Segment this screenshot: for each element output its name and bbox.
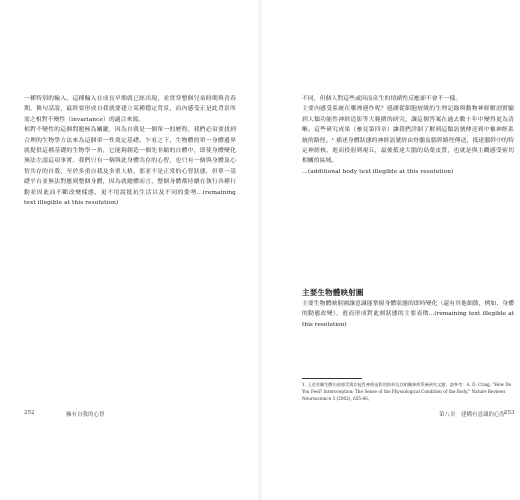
left-running-title: 擁有自我的心智 — [66, 412, 105, 418]
left-body-text — [24, 94, 236, 208]
right-chapter-label: 第八章 建構有意識的心智 — [439, 412, 506, 418]
right-body-text — [302, 94, 514, 177]
section-paragraph: 主要生物體映射圖讓意識能掌握身體狀態的即時變化（還有其他細節，例如，身體的動態改變），進而形成對此刻狀態的主要表徵...(remaining text illegible at this resolution) — [302, 301, 514, 328]
right-paragraph-1: 不同，但個人對這些或因而產生的情緒性反應卻不會不一樣。 — [302, 96, 462, 102]
right-page — [262, 0, 520, 500]
footnote: 1. 上述有關生體內部感受與功能性神經造影的資料及其相關神經系統研究文獻，請參考：A. D. Craig, "How Do You Feel? Interoception: The Sense of the Physiological Condition of the Body," Nature Reviews Neuroscience 3 (2002), 655-66。 — [302, 382, 512, 401]
left-page-number: 252 — [24, 410, 35, 416]
left-paragraph-1: 一種特別的輸入。這種輸入在成長早期就已經出現，並貫穿整個兒童時期與青春期，換句話說，最終要形成自我就要建立某種穩定背景，而內感受正是此背景所需之相對不變性（invariance）的適合來源。 — [24, 96, 236, 123]
section-heading: 主要生物體映射圖 — [302, 288, 364, 297]
left-page — [0, 0, 258, 500]
right-paragraph-2: 主要內感受系統在哪裡運作呢？感測從細胞層級的生理記錄與動物神經解剖實驗到人類功能性神經造影等大範圍的研究，讓這個答案在過去數十年中變得更為清晰。這些研究成果（參見第四章）讓我們詳細了解到這類訊號傳送到中樞神經系統的路徑。¹ 描述身體狀態的神經訊號經由脊髓及腦幹路徑傳送，抵達腦幹中的特定神經核，進而投射到視丘，最後抵達大腦的島葉皮質，也就是與主觀感受密切相關的區域。 — [302, 106, 514, 165]
footnote-rule — [302, 378, 362, 379]
left-paragraph-2: 相對不變性的這個問題極為關鍵，因為自我是一個單一的歷程，我們必須要找到合理的生物學方法來為這個單一性奠定基礎。乍看之下，生物體的單一身體邊界就提供這種基礎的生物學一角，它能夠創造一個先非縮的自體中，即使身體變化無法左認這項事實。我們只有一個與此身體共存的心智，也只有一個與身體及心智共存的自我，至於多重自我及多重人格，那並不是正常的心智狀態，但單一基礎平台並無法對應到整個身體，因為就總體而言，整個身體都持續在執行各種行動並因此而不斷改變樣態，更不用說抵抗生活以及不同的姿勢...(remaining text illegible at this resolution) — [24, 127, 236, 207]
right-paragraph-3: ...(additional body text illegible at this resolution) — [302, 168, 454, 175]
right-page-number: 253 — [504, 410, 515, 416]
